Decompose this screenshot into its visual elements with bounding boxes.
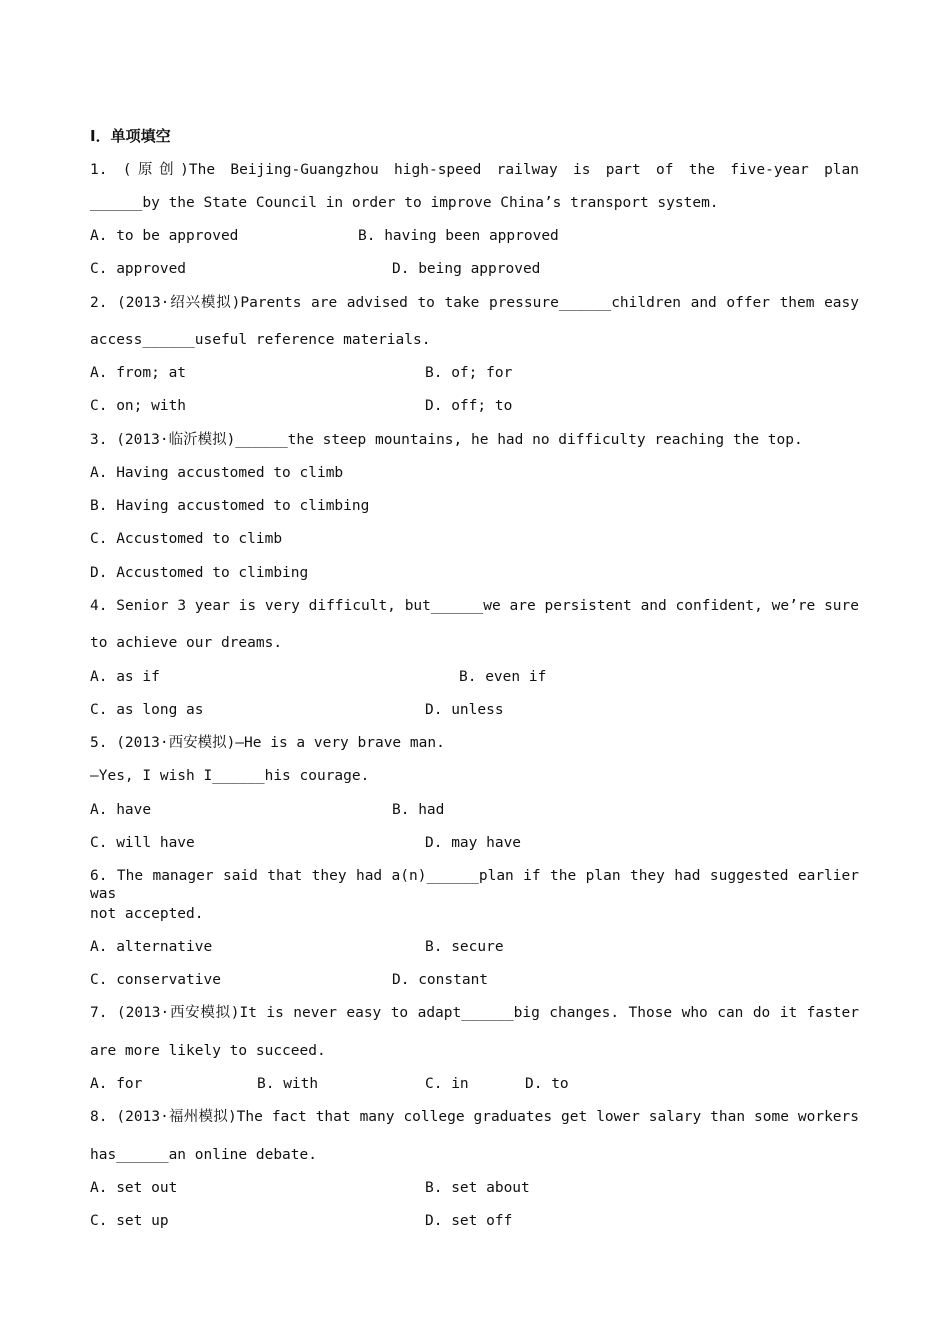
question-8-stem-line-1: 8. (2013·福州模拟)The fact that many college graduates get lower salary than some workers (90, 1109, 859, 1125)
question-1-option-c: C. approved (90, 261, 187, 277)
question-3-option-c: C. Accustomed to climb (90, 531, 283, 547)
question-3-option-b: B. Having accustomed to climbing (90, 498, 370, 514)
question-4-option-b: B. even if (459, 669, 547, 685)
question-5-option-a: A. have (90, 802, 152, 818)
question-4-stem-line-1: 4. Senior 3 year is very difficult, but______we are persistent and confident, we’re sure (90, 598, 859, 614)
question-4-stem-line-2: to achieve our dreams. (90, 635, 283, 651)
question-7-stem-line-1: 7. (2013·西安模拟)It is never easy to adapt______big changes. Those who can do it faster (90, 1005, 859, 1021)
question-6-option-d: D. constant (392, 972, 489, 988)
section-title: Ⅰ．单项填空 (90, 127, 171, 145)
question-7-option-a: A. for (90, 1076, 143, 1092)
question-5-option-b: B. had (392, 802, 445, 818)
question-4-option-a: A. as if (90, 669, 160, 685)
question-5-stem-line-1: 5. (2013·西安模拟)—He is a very brave man. (90, 735, 445, 751)
question-8-option-d: D. set off (425, 1213, 513, 1229)
question-4-option-c: C. as long as (90, 702, 204, 718)
question-3-option-a: A. Having accustomed to climb (90, 465, 344, 481)
question-1-stem-line-2: ______by the State Council in order to improve China’s transport system. (90, 195, 719, 211)
question-8-option-a: A. set out (90, 1180, 178, 1196)
question-5-option-d: D. may have (425, 835, 522, 851)
question-1-option-b: B. having been approved (358, 228, 559, 244)
question-2-option-b: B. of; for (425, 365, 513, 381)
question-6-option-c: C. conservative (90, 972, 221, 988)
question-3-option-d: D. Accustomed to climbing (90, 565, 309, 581)
question-1-option-a: A. to be approved (90, 228, 239, 244)
question-2-stem-line-2: access______useful reference materials. (90, 332, 431, 348)
question-7-option-c: C. in (425, 1076, 469, 1092)
question-8-option-b: B. set about (425, 1180, 530, 1196)
question-1-option-d: D. being approved (392, 261, 541, 277)
question-7-option-b: B. with (257, 1076, 319, 1092)
question-2-option-a: A. from; at (90, 365, 187, 381)
question-2-option-d: D. off; to (425, 398, 513, 414)
question-5-option-c: C. will have (90, 835, 195, 851)
question-6-stem-line-2: not accepted. (90, 906, 204, 922)
question-3-stem-line-1: 3. (2013·临沂模拟)______the steep mountains, he had no difficulty reaching the top. (90, 432, 803, 448)
question-1-stem-line-1: 1. (原创)The Beijing-Guangzhou high-speed railway is part of the five-year plan (90, 162, 859, 178)
question-6-option-a: A. alternative (90, 939, 213, 955)
question-2-option-c: C. on; with (90, 398, 187, 414)
question-8-option-c: C. set up (90, 1213, 169, 1229)
question-5-stem-line-2: —Yes, I wish I______his courage. (90, 768, 370, 784)
question-8-stem-line-2: has______an online debate. (90, 1147, 317, 1163)
question-6-option-b: B. secure (425, 939, 504, 955)
question-2-stem-line-1: 2. (2013·绍兴模拟)Parents are advised to take pressure______children and offer them easy (90, 295, 859, 311)
question-7-option-d: D. to (525, 1076, 569, 1092)
question-4-option-d: D. unless (425, 702, 504, 718)
question-6-stem-line-1: 6. The manager said that they had a(n)______plan if the plan they had suggested earlier was (90, 868, 859, 902)
question-7-stem-line-2: are more likely to succeed. (90, 1043, 326, 1059)
